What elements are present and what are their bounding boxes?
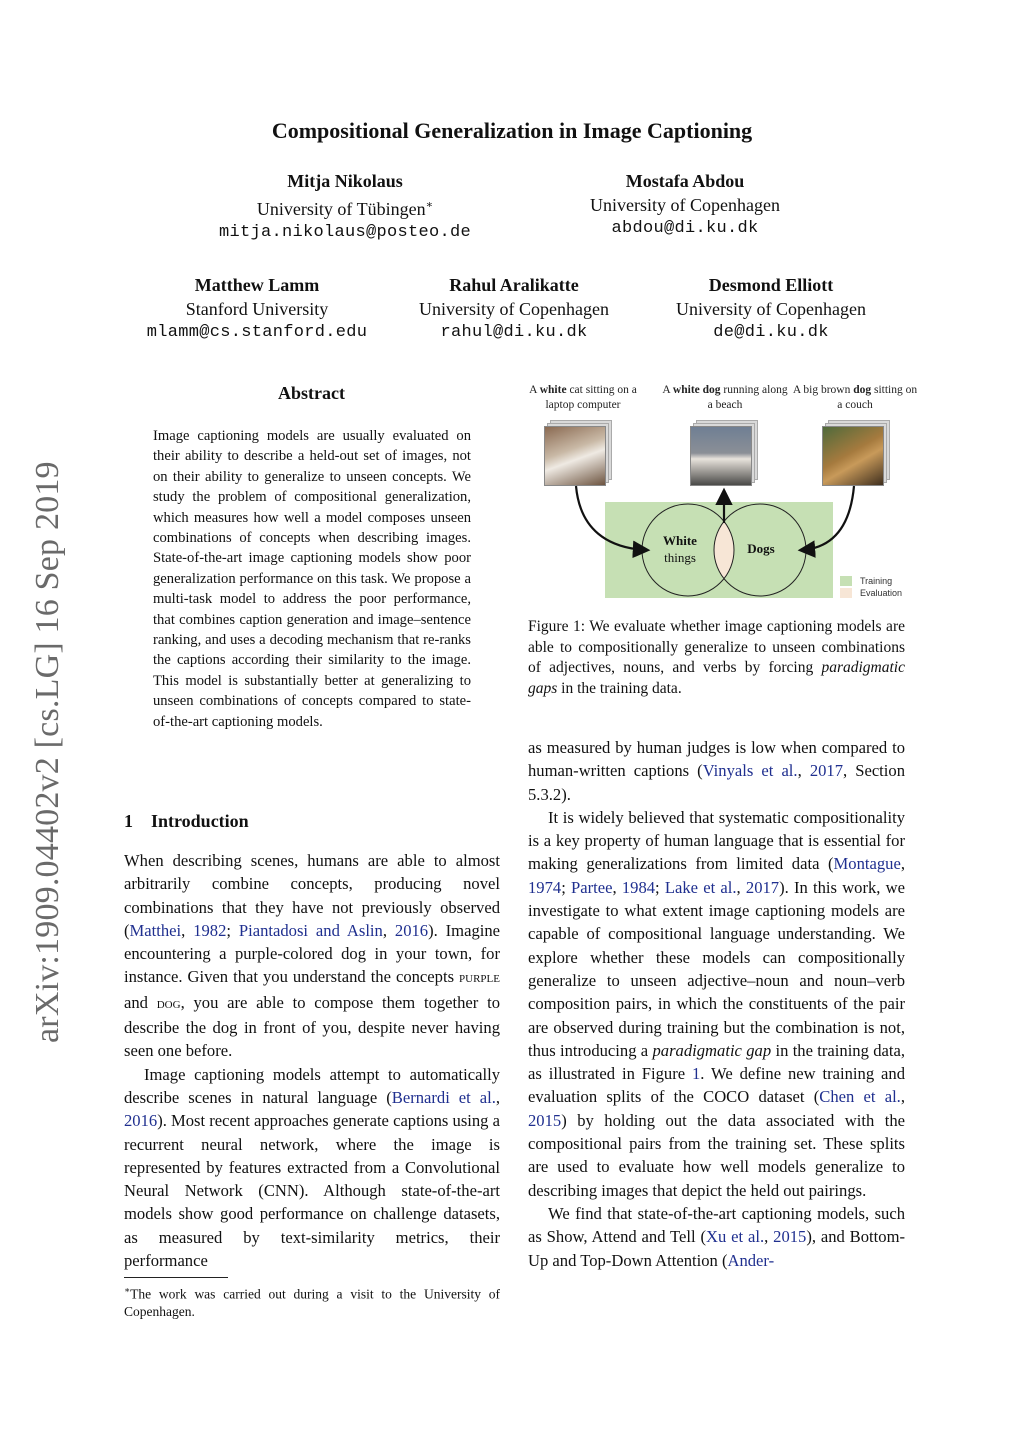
paragraph: It is widely believed that systematic compositionality is a key property of human language that is essential for making generalizations from limited data (Montague, 1974; Partee, 1984; Lake et al., 2017). In this work, we investigate to what extent image captioning models are capable of compositional language understanding. We explore whether these models can compositionally generalize to unseen adjective–noun and noun–verb composition pairs, in which the constituents of the pair are observed during training but the combination is not, thus introducing a paradigmatic gap in the training data, as illustrated in Figure 1. We define new training and evaluation splits of the COCO dataset (Chen et al., 2015) by holding out the data associated with the compositional pairs from the training set. These splits are used to evaluate how well models generalize to describing images that depict the held out pairings. bbox=[528, 807, 906, 1200]
venn-label-dogs: Dogs bbox=[747, 541, 775, 556]
citation-link[interactable]: 1984 bbox=[621, 877, 656, 897]
author-affiliation: University of Copenhagen bbox=[590, 195, 780, 215]
author-email[interactable]: rahul@di.ku.dk bbox=[440, 323, 588, 342]
figure-caption: Figure 1: We evaluate whether image captioning models are able to compositionally generalize to unseen combinations of adjectives, nouns, and verbs by forcing paradigmatic gaps in the training data. bbox=[528, 618, 905, 698]
author-block bbox=[535, 169, 835, 241]
author-affiliation: University of Copenhagen bbox=[419, 299, 609, 319]
citation-link[interactable]: Xu et al. bbox=[706, 1227, 765, 1247]
author-block bbox=[112, 273, 402, 345]
citation-link[interactable]: 2015 bbox=[773, 1227, 807, 1247]
citation-link[interactable]: Partee bbox=[571, 877, 613, 897]
author-affiliation: Stanford University bbox=[185, 299, 329, 319]
venn-label-white-things: White things bbox=[663, 533, 697, 565]
footnote-mark: ∗ bbox=[124, 1285, 131, 1295]
author-affiliation: University of Copenhagen bbox=[676, 299, 866, 319]
arxiv-identifier: arXiv:1909.04402v2 [cs.LG] 16 Sep 2019 bbox=[29, 461, 66, 1043]
intro-right-column bbox=[528, 736, 905, 1272]
paragraph: When describing scenes, humans are able to almost arbitrarily combine concepts, producing novel combinations that they have not previously observed (Matthei, 1982; Piantadosi and Aslin, 2016). Imagine encountering a purple-colored dog in your town, for instance. Given that you understand the concepts purple and dog, you are able to compose them together to describe the dog in front of you, despite never having seen one before. bbox=[124, 851, 501, 1061]
abstract-heading: Abstract bbox=[278, 383, 345, 403]
author-name: Rahul Aralikatte bbox=[449, 275, 579, 295]
citation-link[interactable]: 1982 bbox=[193, 920, 227, 940]
citation-link[interactable]: 2015 bbox=[528, 1110, 562, 1130]
citation-link[interactable]: Ander- bbox=[727, 1250, 775, 1270]
author-email[interactable]: abdou@di.ku.dk bbox=[611, 219, 759, 238]
author-email[interactable]: mlamm@cs.stanford.edu bbox=[146, 323, 368, 342]
author-name: Matthew Lamm bbox=[194, 275, 320, 295]
concept-term: purple bbox=[459, 970, 500, 987]
legend-swatch-training bbox=[840, 576, 852, 586]
author-name: Mostafa Abdou bbox=[625, 171, 745, 191]
citation-link[interactable]: 2017 bbox=[745, 877, 780, 897]
paragraph: Image captioning models attempt to automatically describe scenes in natural language (Bernardi et al., 2016). Most recent approaches generate captions using a recurrent neural network, where the image is represented by features extracted from a Convolutional Neural Network (CNN). Although state-of-the-art models show good performance on challenge datasets, as measured by text-similarity metrics, their performance bbox=[124, 1064, 501, 1271]
example-caption: A white cat sitting on a laptop computer bbox=[529, 384, 637, 411]
paragraph: as measured by human judges is low when compared to human-written captions (Vinyals et al., 2017, Section 5.3.2). bbox=[528, 738, 905, 804]
footnote-mark: ∗ bbox=[425, 199, 434, 211]
citation-link[interactable]: Lake et al. bbox=[664, 877, 737, 897]
figure-ref-link[interactable]: 1 bbox=[692, 1064, 701, 1084]
abstract-text: Image captioning models are usually evaluated on their ability to describe a held-out set of images, not on their ability to generalize to unseen concepts. We study the problem of compositional generalization, which measures how well a model composes unseen combinations of concepts when describing images. State-of-the-art image captioning models show poor generalization performance on this task. We propose a multi-task model to address the poor performance, that combines caption generation and image–sentence ranking, and uses a decoding mechanism that re-ranks the captions according their similarity to the image. This model is substantially better at generalizing to unseen combinations of concepts compared to state-of-the-art captioning models. bbox=[153, 428, 471, 730]
section-heading bbox=[124, 811, 249, 832]
figure-label: Figure 1: bbox=[528, 618, 586, 635]
citation-link[interactable]: 1974 bbox=[528, 877, 562, 897]
author-email[interactable]: mitja.nikolaus@posteo.de bbox=[218, 223, 472, 242]
paper-title: Compositional Generalization in Image Captioning bbox=[271, 118, 753, 143]
citation-link[interactable]: Vinyals et al. bbox=[702, 761, 798, 781]
example-caption: A big brown dog sitting on a couch bbox=[792, 384, 918, 411]
intro-left-column bbox=[124, 849, 500, 1272]
author-email[interactable]: de@di.ku.dk bbox=[713, 323, 829, 342]
paragraph: We find that state-of-the-art captioning models, such as Show, Attend and Tell (Xu et al., 2015), and Bottom-Up and Top-Down Attention (Ander- bbox=[528, 1203, 906, 1270]
citation-link[interactable]: Matthei bbox=[129, 920, 182, 940]
section-number: 1 bbox=[124, 811, 133, 831]
citation-link[interactable]: Chen et al. bbox=[819, 1087, 901, 1107]
citation-link[interactable]: 2016 bbox=[394, 920, 429, 940]
author-name: Desmond Elliott bbox=[708, 275, 834, 295]
author-name: Mitja Nikolaus bbox=[287, 171, 403, 191]
section-title: Introduction bbox=[151, 811, 249, 831]
footnote-rule bbox=[124, 1277, 228, 1278]
legend-evaluation: Evaluation bbox=[840, 588, 902, 598]
citation-link[interactable]: Piantadosi and Aslin bbox=[238, 920, 383, 940]
author-affiliation: University of Tübingen∗ bbox=[256, 199, 434, 219]
concept-term: dog bbox=[156, 995, 181, 1012]
legend-training: Training bbox=[840, 576, 892, 586]
legend-swatch-evaluation bbox=[840, 588, 852, 598]
citation-link[interactable]: Montague bbox=[833, 854, 901, 874]
example-caption: A white dog running along a beach bbox=[662, 384, 788, 411]
figure-1 bbox=[528, 380, 918, 610]
author-block bbox=[195, 169, 495, 245]
author-block bbox=[641, 273, 901, 345]
citation-link[interactable]: 2016 bbox=[124, 1111, 158, 1131]
citation-link[interactable]: Bernardi et al. bbox=[391, 1087, 496, 1107]
author-block bbox=[384, 273, 644, 345]
footnote: ∗The work was carried out during a visit to the University of Copenhagen. bbox=[124, 1285, 500, 1319]
citation-link[interactable]: 2017 bbox=[809, 761, 843, 781]
